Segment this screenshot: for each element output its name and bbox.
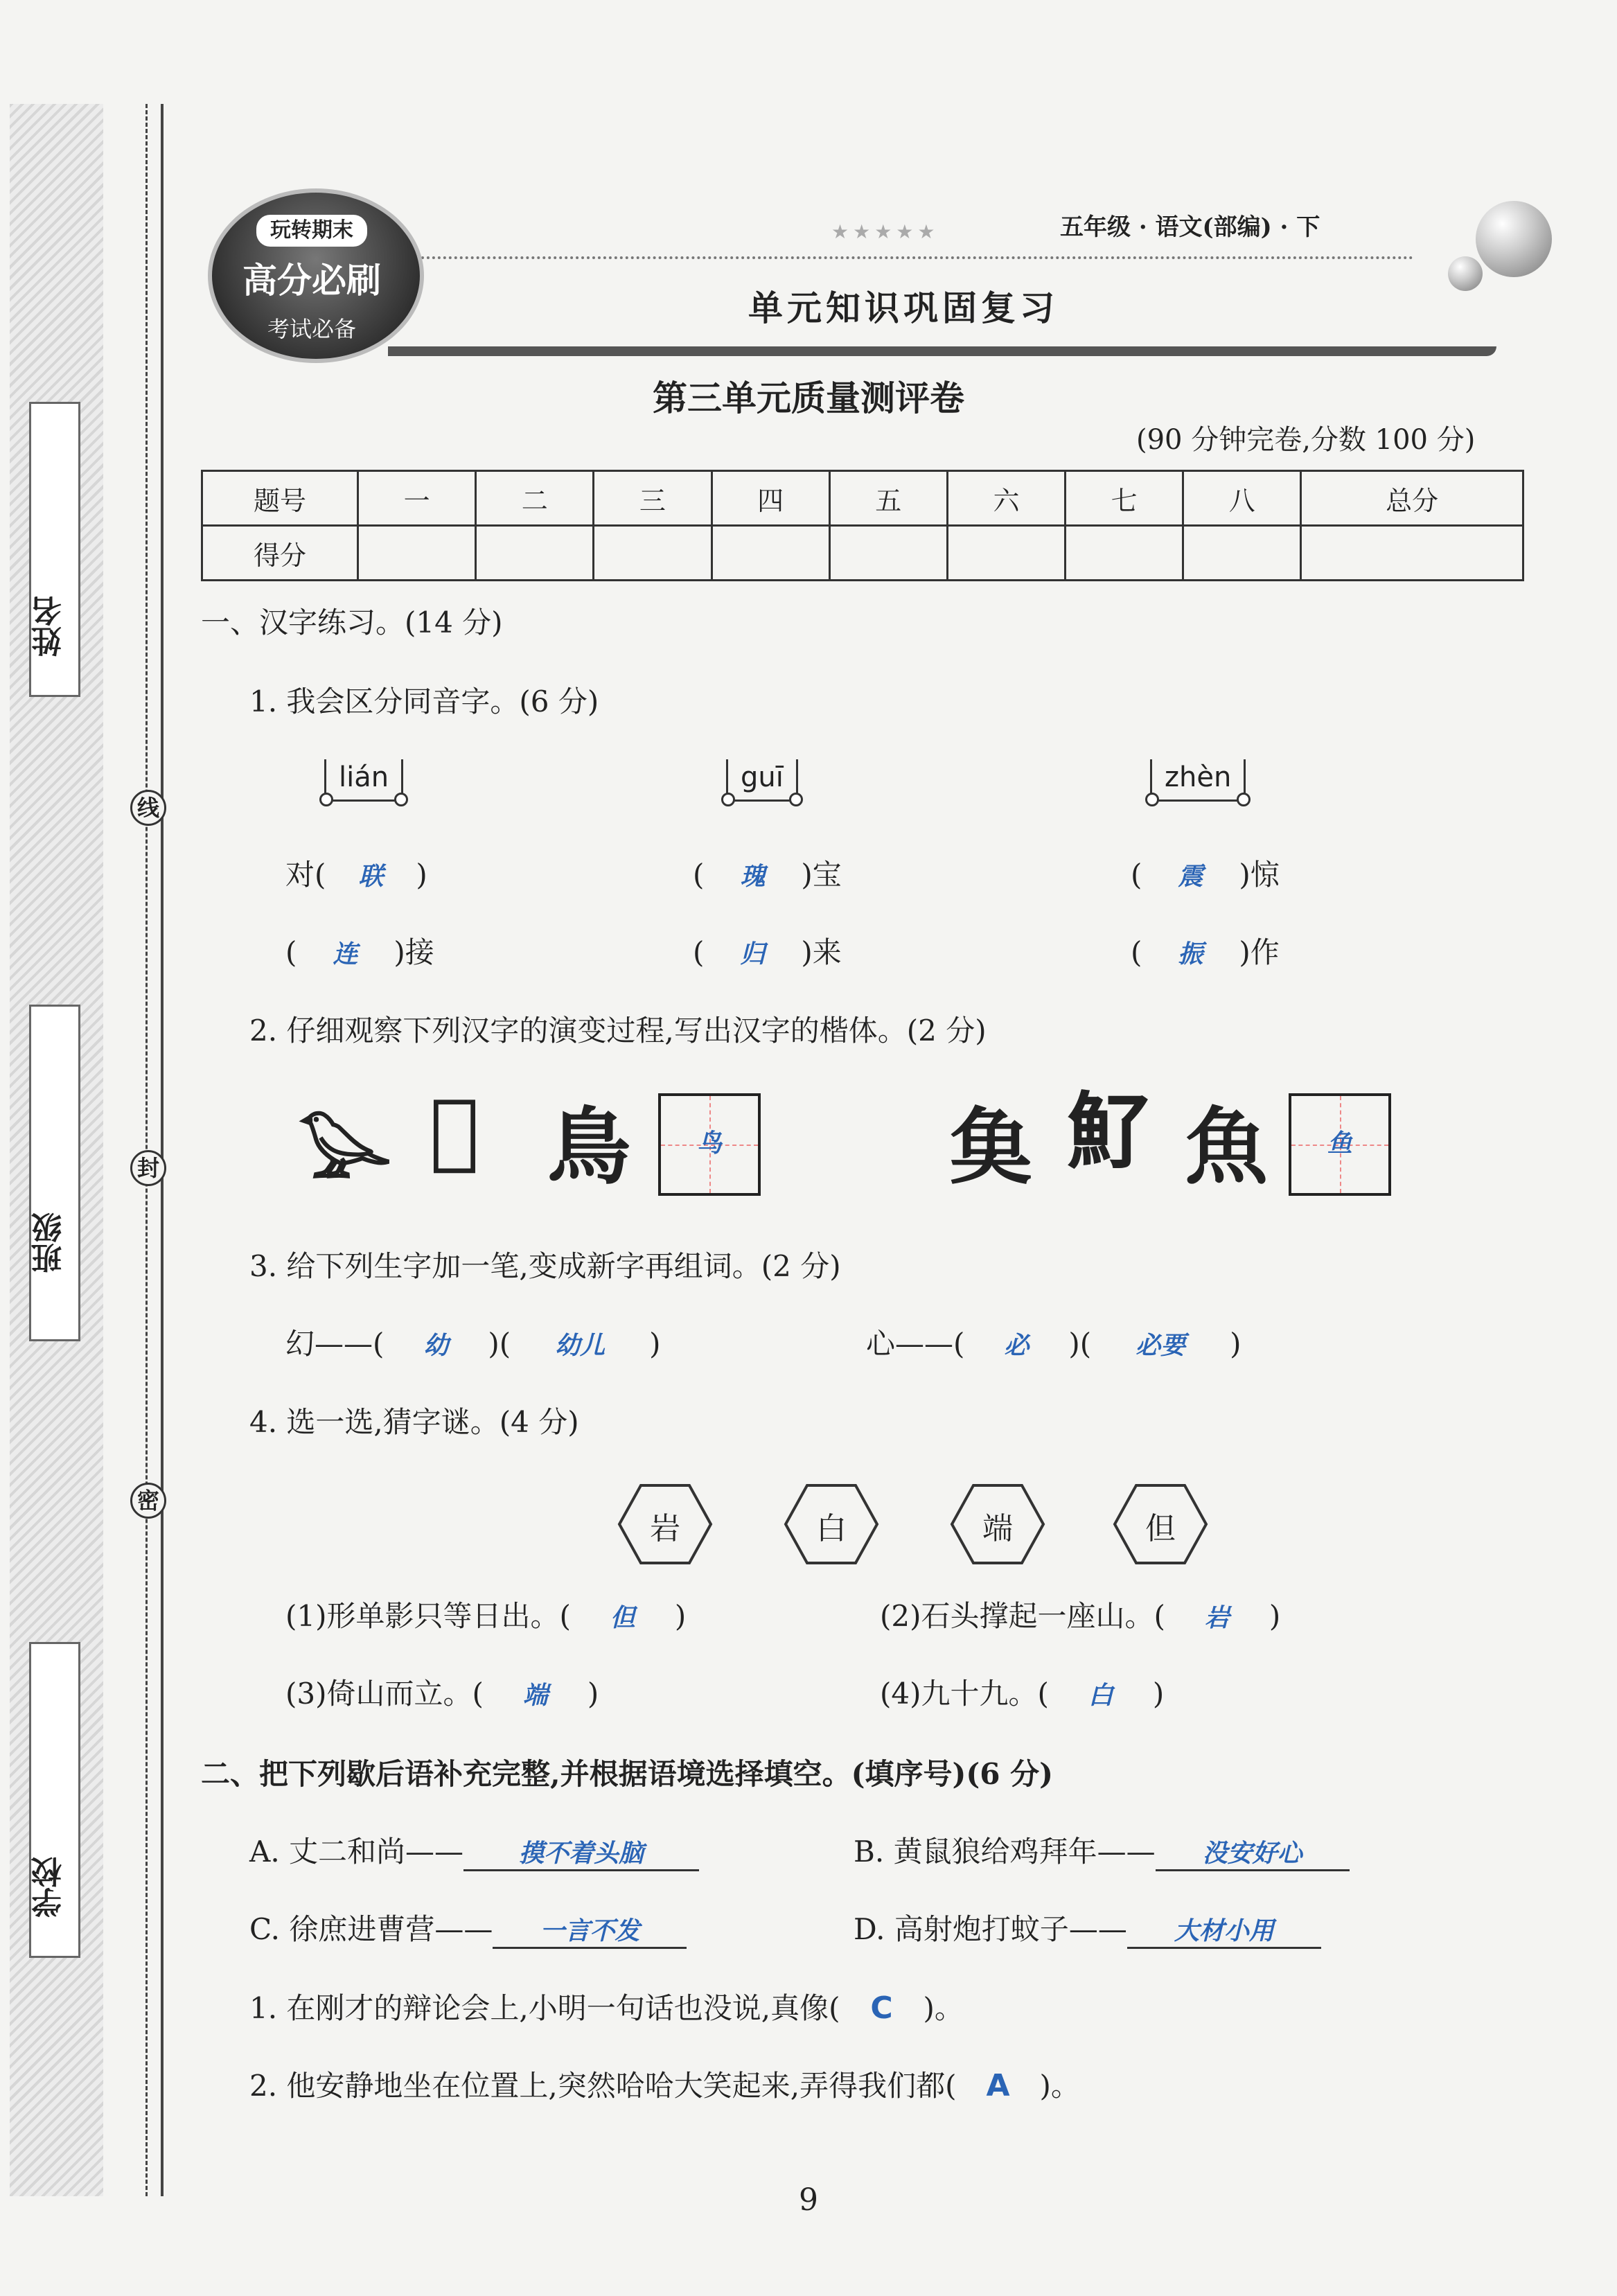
score-cell: 七 — [1066, 471, 1183, 526]
text: )宝 — [801, 858, 842, 892]
ancient-glyph: 鳥 — [547, 1098, 630, 1196]
ancient-glyph: 𩵋 — [949, 1098, 1032, 1196]
text: ) — [1269, 1599, 1281, 1633]
text: A. 丈二和尚—— — [249, 1835, 464, 1869]
paper-subtitle: (90 分钟完卷,分数 100 分) — [1136, 424, 1476, 456]
bind-char-xian: 线 — [130, 790, 166, 826]
score-table — [201, 470, 1524, 581]
answer: 鱼 — [1327, 1129, 1352, 1158]
score-input-cell[interactable] — [829, 526, 947, 581]
answer[interactable]: 连 — [333, 940, 358, 969]
text: C. 徐庶进曹营—— — [249, 1912, 493, 1946]
header-bar — [388, 346, 1496, 356]
answer[interactable]: 白 — [1088, 1681, 1113, 1710]
answer[interactable]: 一言不发 — [493, 1911, 687, 1949]
ancient-glyph: 魚 — [1185, 1098, 1268, 1196]
answer[interactable]: 端 — [522, 1681, 548, 1710]
text: )作 — [1239, 935, 1280, 969]
page-number: 9 — [799, 2182, 818, 2218]
score-input-cell[interactable] — [594, 526, 712, 581]
score-cell: 二 — [476, 471, 594, 526]
answer-grid[interactable] — [1289, 1093, 1391, 1196]
answer[interactable]: 没安好心 — [1156, 1834, 1350, 1871]
text: ) — [587, 1677, 599, 1711]
text: D. 高射炮打蚊子—— — [854, 1912, 1127, 1946]
answer: 鸟 — [696, 1129, 722, 1158]
q1-g3-line1 — [1131, 852, 1280, 894]
class-label: 班级 — [32, 1212, 67, 1273]
text: )接 — [394, 935, 434, 969]
badge-main-text: 高分必刷 — [242, 260, 381, 301]
q1-g2-line2 — [693, 930, 842, 971]
score-input-cell[interactable] — [1183, 526, 1301, 581]
rating-stars: ★★★★★ — [831, 220, 939, 243]
text: (2)石头撑起一座山。( — [880, 1599, 1165, 1633]
idiom-a — [249, 1829, 699, 1871]
text: ) — [416, 858, 427, 892]
hex-option-label: 但 — [1145, 1511, 1176, 1546]
section2-title: 二、把下列歇后语补充完整,并根据语境选择填空。(填序号)(6 分) — [201, 1757, 1053, 1791]
ancient-glyph: 𠃨 — [430, 1081, 480, 1178]
deco-ball-small-icon — [1448, 256, 1483, 291]
q4-item-3 — [285, 1671, 599, 1713]
text: )。 — [1039, 2069, 1080, 2103]
q4-item-4 — [880, 1671, 1164, 1713]
answer[interactable]: 振 — [1178, 940, 1203, 969]
q1-g2-line1 — [693, 852, 842, 894]
text: ( — [693, 858, 705, 892]
badge-bottom-text: 考试必备 — [267, 316, 356, 342]
text: ( — [285, 935, 297, 969]
text: ) — [674, 1599, 687, 1633]
school-label: 学校 — [32, 1857, 67, 1918]
text: B. 黄鼠狼给鸡拜年—— — [854, 1835, 1156, 1869]
idiom-d — [854, 1907, 1321, 1949]
bind-char-mi: 密 — [130, 1483, 166, 1519]
score-input-cell[interactable] — [476, 526, 594, 581]
answer[interactable]: 但 — [610, 1604, 635, 1632]
score-input-cell[interactable] — [947, 526, 1065, 581]
text: 对( — [285, 858, 326, 892]
unit-review-title: 单元知识巩固复习 — [748, 288, 1059, 328]
q1-g1-line2 — [285, 930, 434, 971]
score-cell: 六 — [947, 471, 1065, 526]
score-input-cell[interactable] — [1301, 526, 1523, 581]
idiom-b — [854, 1829, 1350, 1871]
q1-g1-line1 — [285, 852, 427, 894]
q4-item-2 — [880, 1593, 1280, 1635]
hex-option-label: 端 — [982, 1511, 1013, 1546]
score-cell: 五 — [829, 471, 947, 526]
idiom-c — [249, 1907, 687, 1949]
score-cell: 题号 — [202, 471, 358, 526]
text: )( — [1068, 1327, 1092, 1361]
q4-prompt: 4. 选一选,猜字谜。(4 分) — [249, 1405, 579, 1439]
answer[interactable]: 联 — [358, 863, 384, 891]
text: (4)九十九。( — [880, 1677, 1049, 1711]
score-input-cell[interactable] — [712, 526, 829, 581]
answer[interactable]: 幼 — [423, 1332, 449, 1360]
score-row-label: 得分 — [202, 526, 358, 581]
bind-char-feng: 封 — [130, 1150, 166, 1186]
hex-option-label: 白 — [816, 1511, 847, 1546]
pinyin-box: zhèn — [1150, 759, 1246, 802]
text: 1. 在刚才的辩论会上,小明一句话也没说,真像( — [249, 1991, 840, 2025]
text: )。 — [923, 1991, 964, 2025]
text: ( — [1131, 935, 1142, 969]
text: ) — [1230, 1327, 1242, 1361]
score-input-cell[interactable] — [358, 526, 476, 581]
text: ( — [693, 935, 705, 969]
header-dotted-line — [416, 256, 1413, 259]
grade-subject: 五年级 · 语文(部编) · 下 — [1060, 213, 1320, 241]
text: 心——( — [866, 1327, 965, 1361]
answer[interactable]: 摸不着头脑 — [463, 1834, 699, 1871]
score-input-cell[interactable] — [1066, 526, 1183, 581]
section1-title: 一、汉字练习。(14 分) — [201, 606, 503, 639]
answer[interactable]: 岩 — [1204, 1604, 1230, 1632]
text: 幻——( — [285, 1327, 385, 1361]
score-cell: 三 — [594, 471, 712, 526]
class-box[interactable] — [29, 1005, 80, 1341]
q3-left — [285, 1321, 661, 1363]
section2-q2 — [249, 2063, 1080, 2105]
paper-title: 第三单元质量测评卷 — [653, 378, 964, 418]
answer[interactable]: 幼儿 — [555, 1332, 606, 1360]
score-cell: 八 — [1183, 471, 1301, 526]
pinyin-box: lián — [324, 759, 403, 802]
answer-grid[interactable] — [658, 1093, 761, 1196]
score-table-score-row — [202, 526, 1523, 581]
hex-option-label: 岩 — [650, 1511, 680, 1546]
answer[interactable]: 归 — [740, 940, 766, 969]
answer[interactable]: 瑰 — [740, 863, 766, 891]
deco-ball-icon — [1476, 201, 1552, 277]
score-table-header-row — [202, 471, 1523, 526]
text: )来 — [801, 935, 842, 969]
q3-right — [866, 1321, 1242, 1363]
text: ) — [1152, 1677, 1165, 1711]
text: (1)形单影只等日出。( — [285, 1599, 571, 1633]
score-cell: 一 — [358, 471, 476, 526]
answer[interactable]: C — [870, 1990, 893, 2026]
q2-prompt: 2. 仔细观察下列汉字的演变过程,写出汉字的楷体。(2 分) — [249, 1014, 987, 1048]
text: ) — [649, 1327, 661, 1361]
answer[interactable]: 必要 — [1136, 1332, 1186, 1360]
q1-g3-line2 — [1131, 930, 1280, 971]
q3-prompt: 3. 给下列生字加一笔,变成新字再组词。(2 分) — [249, 1249, 841, 1283]
ancient-glyph: 𩵌 — [1067, 1083, 1150, 1181]
badge-top-text: 玩转期末 — [256, 215, 367, 247]
answer[interactable]: 必 — [1004, 1332, 1030, 1360]
q4-item-1 — [285, 1593, 686, 1635]
ancient-glyph: 𓅪 — [298, 1113, 392, 1210]
text: ( — [1131, 858, 1142, 892]
answer[interactable]: 震 — [1178, 863, 1203, 891]
text: )( — [488, 1327, 511, 1361]
name-label: 姓名 — [32, 596, 67, 657]
score-cell: 四 — [712, 471, 829, 526]
pinyin-box: guī — [726, 759, 798, 802]
answer[interactable]: A — [986, 2068, 1010, 2103]
section2-q1 — [249, 1986, 964, 2027]
text: )惊 — [1239, 858, 1280, 892]
text: (3)倚山而立。( — [285, 1677, 484, 1711]
text: 2. 他安静地坐在位置上,突然哈哈大笑起来,弄得我们都( — [249, 2069, 957, 2103]
score-cell: 总分 — [1301, 471, 1523, 526]
q1-prompt: 1. 我会区分同音字。(6 分) — [249, 685, 599, 718]
answer[interactable]: 大材小用 — [1127, 1911, 1321, 1949]
